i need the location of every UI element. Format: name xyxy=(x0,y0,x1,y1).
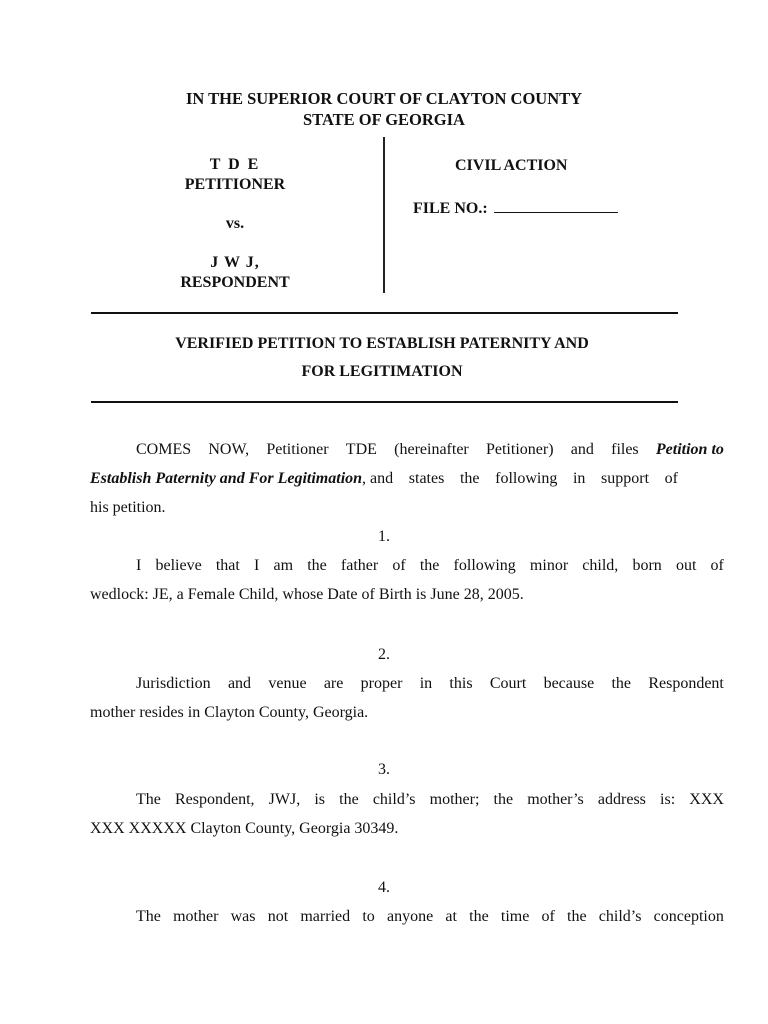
p4-word: not xyxy=(267,908,289,925)
p3-word: The xyxy=(136,791,161,808)
p1-word: father xyxy=(340,557,379,574)
p3-word: JWJ, xyxy=(268,791,301,808)
p1-word: following xyxy=(453,557,516,574)
petitioner-name: T D E xyxy=(209,156,261,173)
intro-word: files xyxy=(611,441,639,458)
p4-word: to xyxy=(362,908,375,925)
p1-word: the xyxy=(419,557,440,574)
p3-word: Respondent, xyxy=(175,791,255,808)
caption-divider xyxy=(383,137,385,293)
p4-line1 xyxy=(90,907,724,927)
intro-line3: his petition. xyxy=(90,499,166,516)
section-number-2: 2. xyxy=(378,646,390,663)
file-number-label: FILE NO.: xyxy=(413,200,488,217)
p4-word: child’s xyxy=(598,908,642,925)
section-number-4: 4. xyxy=(378,879,390,896)
p3-word: the xyxy=(493,791,514,808)
p3-word: the xyxy=(339,791,359,808)
intro-word: , and xyxy=(362,470,394,487)
petition-title-line2: FOR LEGITIMATION xyxy=(301,363,463,380)
intro-word: support xyxy=(601,470,650,487)
petitioner-role: PETITIONER xyxy=(184,176,286,193)
state-heading: STATE OF GEORGIA xyxy=(303,110,465,129)
intro-word: (hereinafter xyxy=(394,441,469,458)
p4-word: was xyxy=(230,908,256,925)
p4-word: time xyxy=(500,908,530,925)
section-number-1: 1. xyxy=(378,528,390,545)
p1-word: of xyxy=(392,557,406,574)
intro-line2 xyxy=(90,469,678,489)
p2-word: in xyxy=(419,675,433,692)
intro-word: and xyxy=(570,441,594,458)
p2-word: this xyxy=(449,675,473,692)
p1-word: of xyxy=(710,557,724,574)
section-number-3: 3. xyxy=(378,761,390,778)
file-number xyxy=(413,198,618,219)
p3-line1 xyxy=(90,790,724,810)
p3-word: is: xyxy=(660,791,676,808)
p1-line1 xyxy=(90,556,724,576)
respondent-role: RESPONDENT xyxy=(180,274,290,291)
intro-word: COMES xyxy=(136,441,192,458)
p2-word: Respondent xyxy=(648,675,724,692)
intro-word: NOW, xyxy=(208,441,250,458)
p2-word: and xyxy=(227,675,252,692)
p4-word: anyone xyxy=(386,908,434,925)
title-rule-bottom xyxy=(91,401,678,403)
p1-word: child, xyxy=(582,557,619,574)
p1-word: out xyxy=(675,557,697,574)
intro-italic-title-start: Petition to xyxy=(655,441,724,458)
p2-word: Jurisdiction xyxy=(136,675,211,692)
p3-word: mother; xyxy=(429,791,480,808)
p1-word: believe xyxy=(155,557,202,574)
p1-word: that xyxy=(215,557,240,574)
p4-word: The xyxy=(136,908,161,925)
intro-word: Petitioner xyxy=(266,441,329,458)
p4-word: married xyxy=(300,908,351,925)
intro-word: in xyxy=(572,470,586,487)
respondent-name: J W J, xyxy=(210,254,260,271)
p1-word: am xyxy=(273,557,294,574)
civil-action-label: CIVIL ACTION xyxy=(455,157,568,174)
intro-word: the xyxy=(459,470,480,487)
petition-title-line1: VERIFIED PETITION TO ESTABLISH PATERNITY AND xyxy=(175,335,589,352)
intro-word: TDE xyxy=(345,441,377,458)
p3-word: child’s xyxy=(372,791,416,808)
intro-word xyxy=(90,469,393,489)
p3-word: is xyxy=(314,791,326,808)
title-rule-top xyxy=(91,312,678,314)
intro-line1 xyxy=(90,440,724,460)
intro-word: states xyxy=(408,470,445,487)
p3-word: mother’s xyxy=(527,791,584,808)
versus-label: vs. xyxy=(225,215,245,232)
p2-word: Court xyxy=(489,675,527,692)
p1-word: I xyxy=(136,557,142,574)
intro-word: of xyxy=(664,470,678,487)
p4-word: conception xyxy=(653,908,724,925)
p3-word: address xyxy=(597,791,646,808)
intro-word: following xyxy=(495,470,558,487)
p3-word: XXX xyxy=(689,791,724,808)
file-number-blank xyxy=(494,198,618,213)
court-heading: IN THE SUPERIOR COURT OF CLAYTON COUNTY xyxy=(185,89,583,108)
p2-word: because xyxy=(543,675,595,692)
p2-line1 xyxy=(90,674,724,694)
p4-word: at xyxy=(445,908,457,925)
p4-word: the xyxy=(469,908,489,925)
p1-line2: wedlock: JE, a Female Child, whose Date of Birth is June 28, 2005. xyxy=(90,586,524,603)
intro-word: Petitioner) xyxy=(485,441,554,458)
intro-italic-title-end: Establish Paternity and For Legitimation xyxy=(90,470,363,487)
p4-word: mother xyxy=(173,908,219,925)
p2-word: venue xyxy=(268,675,307,692)
p4-word: of xyxy=(541,908,555,925)
p4-word: the xyxy=(567,908,587,925)
p2-word: are xyxy=(323,675,344,692)
p2-word: proper xyxy=(360,675,403,692)
p1-word: I xyxy=(254,557,260,574)
p3-line2: XXX XXXXX Clayton County, Georgia 30349. xyxy=(90,820,399,837)
p2-line2: mother resides in Clayton County, Georgia. xyxy=(90,704,369,721)
p1-word: born xyxy=(632,557,662,574)
p1-word: minor xyxy=(529,557,569,574)
p1-word: the xyxy=(307,557,327,574)
p2-word: the xyxy=(611,675,632,692)
